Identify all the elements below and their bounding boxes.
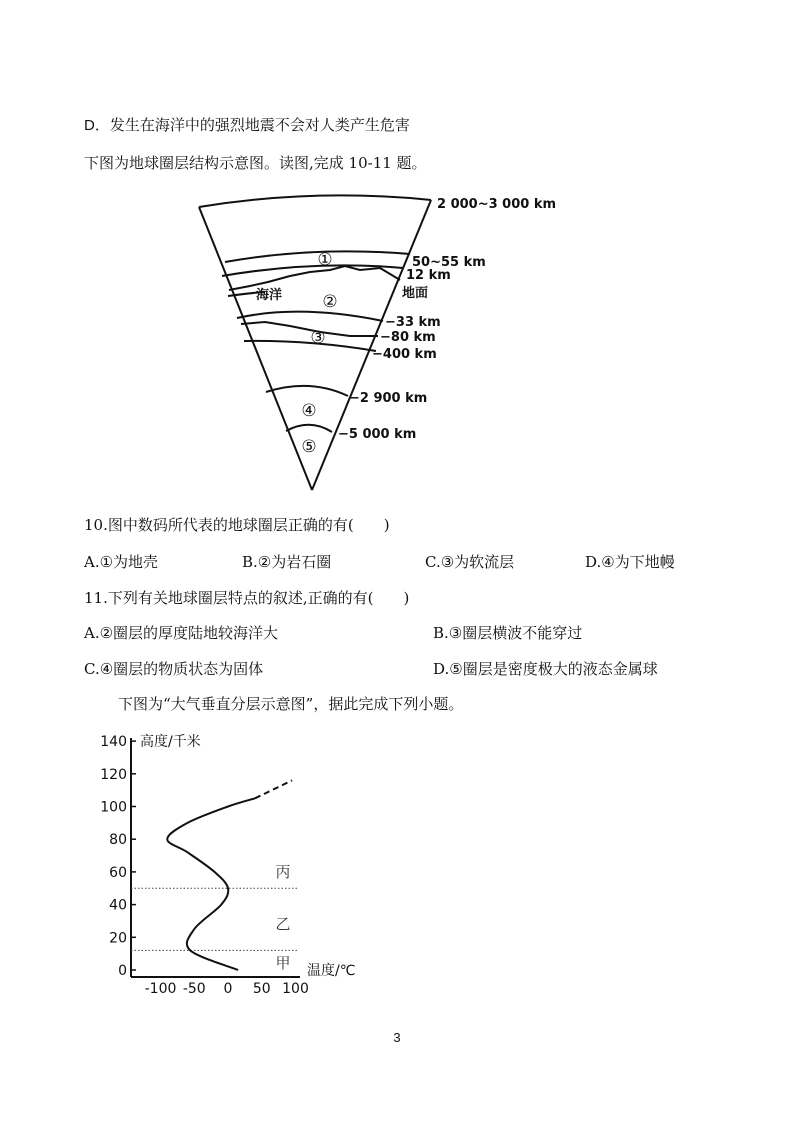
- x-tick-label--50: -50: [182, 981, 206, 997]
- arc-2900km: [266, 386, 348, 396]
- y-tick-label-100: 100: [100, 799, 127, 816]
- arc-5000km: [286, 425, 332, 432]
- arc-33km: [237, 312, 383, 321]
- question-10: 10.图中数码所代表的地球圈层正确的有( ): [84, 516, 390, 534]
- depth-label-400km: −400 km: [372, 347, 437, 362]
- q11-option-c[interactable]: C.④圈层的物质状态为固体: [84, 660, 264, 678]
- atmosphere-layer-chart: [0, 725, 794, 1005]
- q11-option-b[interactable]: B.③圈层横波不能穿过: [433, 624, 583, 642]
- layer-label-4: ④: [301, 401, 317, 421]
- layer-label-jia: 甲: [275, 954, 291, 972]
- layer-label-2: ②: [322, 292, 338, 312]
- atmosphere-figure-intro: 下图为“大气垂直分层示意图”，据此完成下列小题。: [118, 695, 464, 713]
- depth-label-12km: 12 km: [406, 268, 451, 283]
- depth-label-50km: 50~55 km: [412, 255, 486, 270]
- depth-label-top: 2 000~3 000 km: [437, 197, 557, 212]
- ocean-label: 海洋: [256, 288, 283, 303]
- earth-structure-diagram: [0, 185, 794, 515]
- depth-label-2900km: −2 900 km: [349, 391, 428, 406]
- q10-option-c[interactable]: C.③为软流层: [425, 553, 515, 571]
- sector-left-edge: [199, 207, 312, 490]
- layer-label-3: ③: [310, 328, 326, 348]
- y-tick-label-20: 20: [109, 930, 127, 947]
- x-tick-label--100: -100: [144, 981, 177, 997]
- q11-option-d[interactable]: D.⑤圈层是密度极大的液态金属球: [433, 660, 658, 678]
- y-tick-label-80: 80: [109, 832, 127, 849]
- y-tick-label-60: 60: [109, 864, 127, 881]
- depth-label-80km: −80 km: [380, 330, 436, 345]
- y-tick-label-140: 140: [100, 734, 127, 751]
- ground-surface: [229, 266, 400, 290]
- layer-label-bing: 丙: [275, 863, 291, 881]
- x-tick-label-0: 0: [223, 981, 233, 997]
- q9-option-d: D．发生在海洋中的强烈地震不会对人类产生危害: [84, 117, 410, 134]
- y-tick-label-40: 40: [109, 897, 127, 914]
- arc-12km: [222, 265, 403, 276]
- layer-label-yi: 乙: [275, 915, 291, 933]
- x-tick-label-50: 50: [252, 981, 271, 997]
- question-11: 11.下列有关地球圈层特点的叙述,正确的有( ): [84, 589, 410, 607]
- layer-label-1: ①: [317, 250, 333, 270]
- layer-label-5: ⑤: [301, 437, 317, 457]
- q10-option-b[interactable]: B.②为岩石圈: [242, 553, 332, 571]
- depth-label-33km: −33 km: [385, 315, 441, 330]
- page-number: 3: [393, 1030, 401, 1045]
- outer-atmosphere-arc: [199, 195, 431, 207]
- x-axis-label: 温度/℃: [307, 963, 356, 979]
- temperature-curve: [167, 798, 255, 970]
- x-tick-label-100: 100: [282, 981, 309, 997]
- y-axis-label: 高度/千米: [140, 734, 201, 750]
- y-tick-label-0: 0: [118, 963, 127, 979]
- ground-label: 地面: [402, 286, 429, 301]
- q10-option-d[interactable]: D.④为下地幔: [585, 553, 675, 571]
- q10-option-a[interactable]: A.①为地壳: [84, 553, 159, 571]
- earth-figure-intro: 下图为地球圈层结构示意图。读图,完成 10-11 题。: [84, 154, 427, 172]
- y-tick-label-120: 120: [100, 766, 127, 783]
- temperature-curve-dashed-extension: [255, 780, 292, 798]
- q11-option-a[interactable]: A.②圈层的厚度陆地较海洋大: [84, 624, 279, 642]
- depth-label-5000km: −5 000 km: [338, 427, 417, 442]
